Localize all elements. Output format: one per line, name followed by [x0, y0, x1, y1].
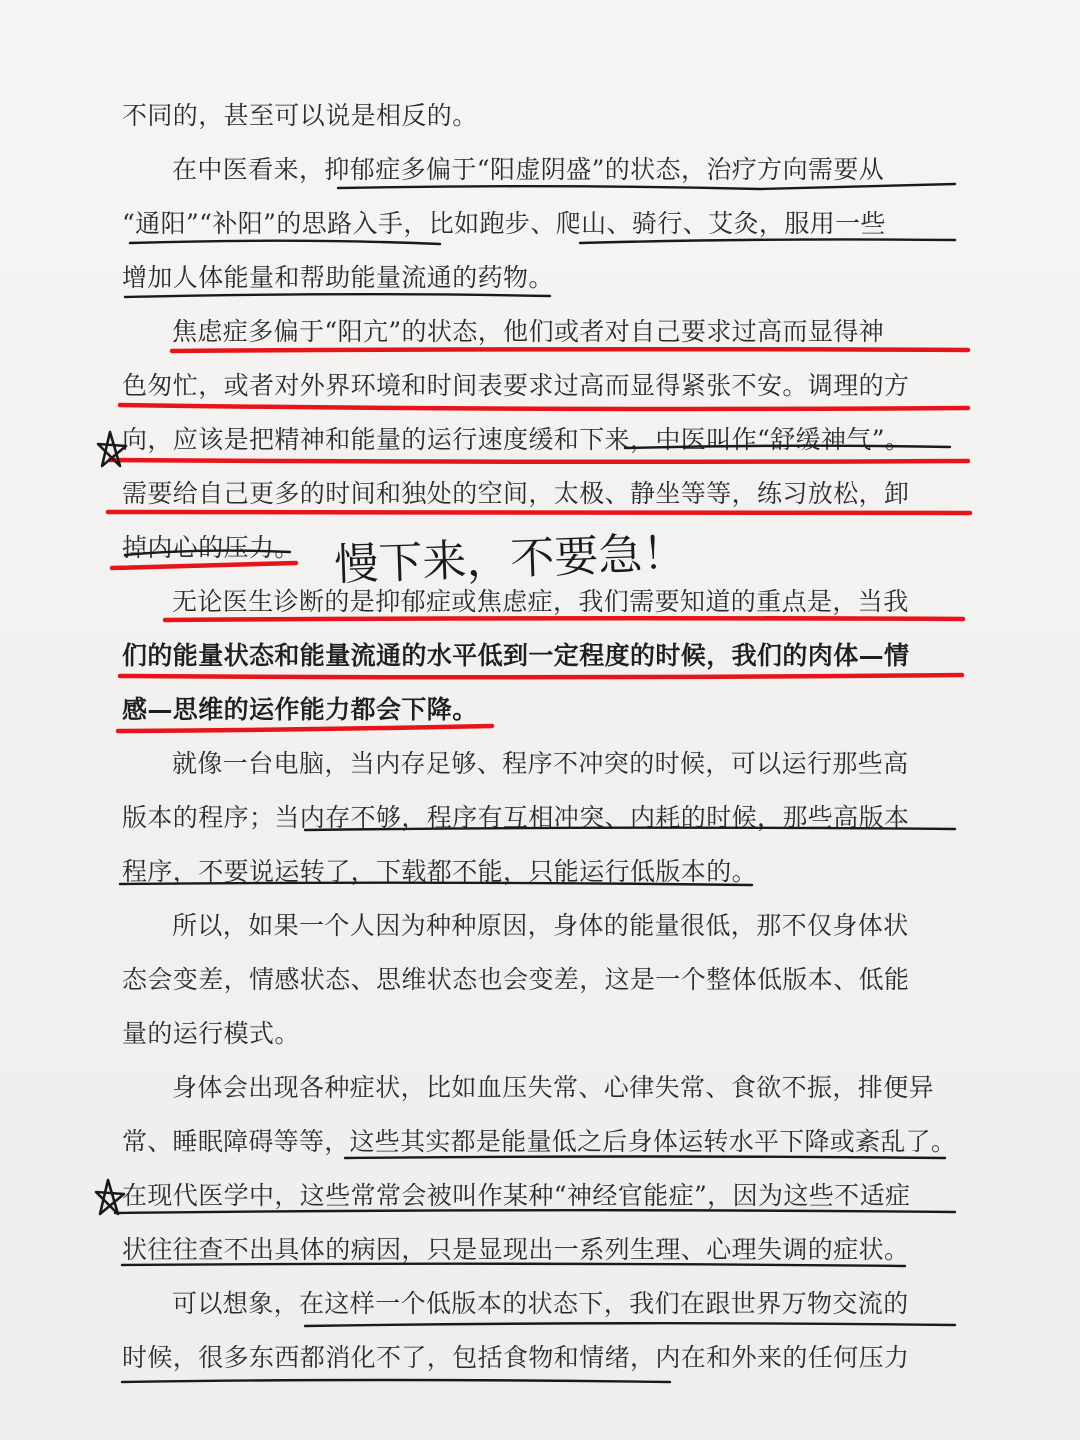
text-line: 不同的，甚至可以说是相反的。 — [122, 101, 478, 130]
text-line: 焦虑症多偏于“阳亢”的状态，他们或者对自己要求过高而显得神 — [172, 317, 885, 346]
text-line: 无论医生诊断的是抑郁症或焦虑症，我们需要知道的重点是，当我 — [172, 587, 909, 616]
text-line: 状往往查不出具体的病因，只是显现出一系列生理、心理失调的症状。 — [122, 1235, 910, 1264]
text-line: 向，应该是把精神和能量的运行速度缓和下来，中医叫作“舒缓神气”。 — [122, 425, 911, 454]
text-line: 就像一台电脑，当内存足够、程序不冲突的时候，可以运行那些高 — [172, 749, 909, 778]
text-line: 需要给自己更多的时间和独处的空间，太极、静坐等等，练习放松，卸 — [122, 479, 910, 508]
text-line: 感—思维的运作能力都会下降。 — [122, 695, 478, 724]
text-line: 版本的程序；当内存不够，程序有互相冲突、内耗的时候，那些高版本 — [122, 803, 910, 832]
handwritten-note: 慢下来，不要急！ — [333, 527, 688, 591]
text-line: 身体会出现各种症状，比如血压失常、心律失常、食欲不振，排便异 — [172, 1073, 935, 1102]
text-line: “通阳”“补阳”的思路入手，比如跑步、爬山、骑行、艾灸，服用一些 — [122, 209, 886, 238]
text-line: 可以想象，在这样一个低版本的状态下，我们在跟世界万物交流的 — [172, 1289, 909, 1318]
text-line: 常、睡眠障碍等等，这些其实都是能量低之后身体运转水平下降或紊乱了。 — [122, 1127, 957, 1156]
text-line: 掉内心的压力。 — [122, 533, 300, 562]
text-line: 色匆忙，或者对外界环境和时间表要求过高而显得紧张不安。调理的方 — [122, 371, 910, 400]
text-line: 在现代医学中，这些常常会被叫作某种“神经官能症”，因为这些不适症 — [122, 1181, 911, 1210]
text-line: 程序，不要说运转了，下载都不能，只能运行低版本的。 — [122, 857, 758, 886]
text-line: 所以，如果一个人因为种种原因，身体的能量很低，那不仅身体状 — [172, 911, 909, 940]
text-line: 们的能量状态和能量流通的水平低到一定程度的时候，我们的肉体—情 — [122, 641, 910, 670]
text-line: 时候，很多东西都消化不了，包括食物和情绪，内在和外来的任何压力 — [122, 1343, 910, 1372]
text-line: 增加人体能量和帮助能量流通的药物。 — [122, 263, 554, 292]
text-line: 量的运行模式。 — [122, 1019, 300, 1048]
text-line: 态会变差，情感状态、思维状态也会变差，这是一个整体低版本、低能 — [122, 965, 910, 994]
text-line: 在中医看来，抑郁症多偏于“阳虚阴盛”的状态，治疗方向需要从 — [172, 155, 885, 184]
